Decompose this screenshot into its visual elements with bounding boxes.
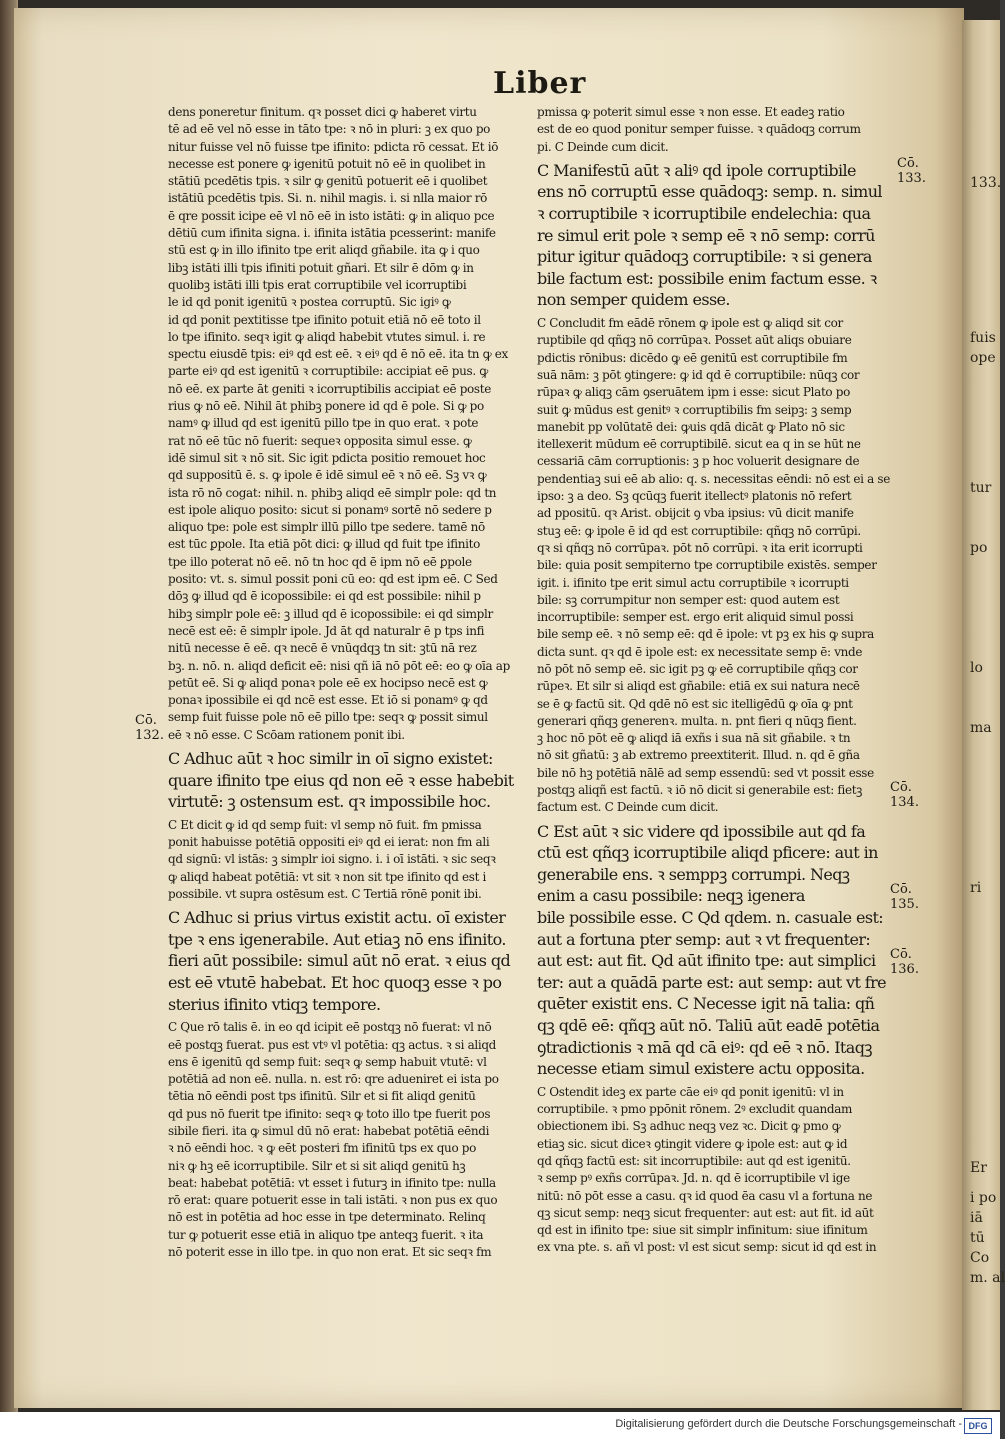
text-line: postqꝫ aliqñ est factū. ꝛ iō nō dicit si generabile est: fietꝫ bbox=[537, 783, 862, 798]
footer-bar bbox=[0, 1412, 1000, 1439]
text-line: C Adhuc si prius virtus existit actu. oī exister bbox=[168, 908, 506, 928]
text-line: rius ꝙ nō eē. Nihil āt phibꝫ ponere id qd ē pole. Si ꝙ po bbox=[168, 399, 484, 414]
next-page-fragment: 133. bbox=[970, 175, 1002, 191]
next-page-fragment: lo bbox=[970, 660, 983, 676]
next-page-fragment: tū bbox=[970, 1230, 985, 1246]
margin-note-number: 134. bbox=[890, 795, 919, 810]
text-line: nō eē. ex parte āt geniti ꝛ icorruptibilis accipiat eē poste bbox=[168, 381, 491, 396]
next-page-fragment: i po bbox=[970, 1190, 997, 1206]
text-line: qd pus nō fuerit tpe ifinito: seqꝛ ꝙ toto illo tpe fuerit pos bbox=[168, 1106, 491, 1121]
text-line: aliquo tpe: pole est simplr illū pillo tpe sedere. tamē nō bbox=[168, 520, 485, 535]
text-line: ter: aut a quādā parte est: aut semp: aut vt fre bbox=[537, 972, 887, 992]
text-line: aut a fortuna pter semp: aut ꝛ vt frequenter: bbox=[537, 929, 871, 949]
text-line: stātiū pcedētis tpis. ꝛ silr ꝙ genitū potuerit eē i quolibet bbox=[168, 174, 488, 189]
text-line: bile semp eē. ꝛ nō semp eē: qd ē ipole: vt pꝫ ex his ꝙ supra bbox=[537, 627, 874, 642]
text-line: ꝙ aliqd habeat potētiā: vt sit ꝛ non sit tpe ifinito qd est i bbox=[168, 869, 487, 884]
aristotle-text-passage bbox=[537, 160, 893, 311]
text-line: corruptibile. ꝛ pmo ppōnit rōnem. 2ꝰ excludit quandam bbox=[537, 1102, 853, 1117]
text-line: itellexerit mūdum eē corruptibilē. sicut ea q in se hūt ne bbox=[537, 437, 861, 452]
text-line: istātiū pcedētis tpis. Si. n. nihil magis. i. si nlla maior rō bbox=[168, 191, 487, 206]
aristotle-text-passage bbox=[537, 821, 893, 1080]
text-line: necē est eē: ē simplr ipole. Jd āt qd naturalr ē p tps infi bbox=[168, 623, 485, 638]
text-line: incorruptibile: semper est. ergo erit aliquid simul possi bbox=[537, 610, 854, 625]
text-line: suā nām: ꝫ pōt ꝯtingere: ꝙ id qd ē corruptibile: nūqꝫ cor bbox=[537, 367, 860, 382]
text-line: spectu eiusdē tpis: eiꝰ qd est eē. ꝛ eiꝰ qd ē nō eē. ita tn ꝙ ex bbox=[168, 347, 508, 362]
left-column bbox=[168, 104, 525, 1265]
text-line: est eē vtutē habebat. Et hoc quoqꝫ esse ꝛ po bbox=[168, 973, 502, 993]
text-line: beat: habebat potētiā: vt esset i futurꝫ in ifinito tpe: nulla bbox=[168, 1175, 496, 1190]
margin-note-co135 bbox=[890, 882, 919, 912]
margin-note-label: Cō. bbox=[890, 780, 912, 795]
next-page-fragment: po bbox=[970, 540, 988, 556]
text-line: parte eiꝰ qd est igenitū ꝛ corruptibile: accipiat eē pus. ꝙ bbox=[168, 364, 488, 379]
text-line: factum est. C Deinde cum dicit. bbox=[537, 800, 719, 815]
text-line: bile: quia posit sempiterno tpe corruptibile existēs. semper bbox=[537, 558, 877, 573]
text-line: pmissa ꝙ poterit simul esse ꝛ non esse. Et eadeꝫ ratio bbox=[537, 105, 845, 119]
aristotle-text-passage bbox=[168, 748, 525, 813]
next-page-fragment: ri bbox=[970, 880, 982, 896]
margin-note-number: 133. bbox=[897, 171, 926, 186]
commentary-paragraph bbox=[537, 104, 893, 156]
text-line: generari qñqꝫ generenꝛ. multa. n. pnt fieri q nūqꝫ fient. bbox=[537, 713, 857, 728]
margin-note-number: 136. bbox=[890, 962, 919, 977]
funding-credit: Digitalisierung gefördert durch die Deutsche Forschungsgemeinschaft - bbox=[615, 1418, 962, 1430]
text-line: qd suppositū ē. s. ꝙ ipole ē idē simul eē ꝛ nō eē. Sꝫ vꝛ ꝙ bbox=[168, 468, 487, 483]
commentary-paragraph bbox=[168, 1019, 525, 1261]
text-line: tur ꝙ potuerit esse etiā in aliquo tpe anteqꝫ fuerit. ꝛ ita bbox=[168, 1227, 484, 1242]
next-page-fragment: Er bbox=[970, 1160, 987, 1176]
text-line: est tūc ꝑpole. Ita etiā pōt dici: ꝙ illud qd fuit tpe ifinito bbox=[168, 537, 481, 552]
right-column bbox=[537, 104, 893, 1261]
margin-note-label: Cō. bbox=[890, 882, 912, 897]
text-line: id qd ponit pextitisse tpe ifinito potuit etiā nō eē toto il bbox=[168, 312, 481, 327]
text-line: nō poterit esse in illo tpe. in quo non erat. Et sic seqꝛ fm bbox=[168, 1245, 492, 1260]
text-line: tē ad eē vel nō esse in tāto tpe: ꝛ nō in pluri: ꝫ ex quo po bbox=[168, 122, 491, 137]
text-line: qd est in ifinito tpe: siue sit simplr infinitum: siue ifinitum bbox=[537, 1223, 868, 1238]
text-line: nō sit gñatū: ꝫ ab extremo preextiterit. Illud. n. qd ē gña bbox=[537, 748, 860, 763]
aristotle-text-passage bbox=[168, 907, 525, 1015]
text-line: nitur fuisse vel nō fuisse tpe ifinito: pdicta rō cessat. Et iō bbox=[168, 139, 499, 154]
text-line: namꝰ ꝙ illud qd est igenitū pillo tpe in quo erat. ꝛ pote bbox=[168, 416, 479, 431]
text-line: manebit pp volūtatē dei: ꝙuis qdā dicāt ꝙ Plato nō sic bbox=[537, 419, 845, 434]
text-line: etiaꝫ sic. sicut diceꝛ ꝯtingit videre ꝙ ipole est: aut ꝙ id bbox=[537, 1136, 848, 1151]
text-line: se ē ꝙ factū sit. Qd qdē nō est sic itelligēdū ꝙ oīa ꝙ pnt bbox=[537, 696, 853, 711]
text-line: petūt eē. Si ꝙ aliqd ponaꝛ pole eē ex hocipso necē est ꝙ bbox=[168, 675, 488, 690]
text-line: hibꝫ simplr pole eē: ꝫ illud qd ē icopossibile: ei qd simplr bbox=[168, 606, 493, 621]
text-line: ipso: ꝫ a deo. Sꝫ qcūqꝫ fuerit itellectꝰ platonis nō refert bbox=[537, 489, 852, 504]
text-line: C Est aūt ꝛ sic videre qd ipossibile aut qd fa bbox=[537, 821, 866, 841]
text-line: dōꝫ ꝙ illud qd ē icopossibile: ei qd est possibile: nihil p bbox=[168, 589, 481, 604]
text-line: dens poneretur finitum. qꝛ posset dici ꝙ haberet virtu bbox=[168, 105, 477, 119]
text-line: posito: vt. s. simul possit poni cū eo: qd est ipm eē. C Sed bbox=[168, 572, 498, 587]
text-line: quēter existit ens. C Necesse igit nā talia: qñ bbox=[537, 994, 875, 1014]
text-line: potētiā ad non eē. nulla. n. est rō: qre adueniret ei ista po bbox=[168, 1072, 499, 1087]
text-line: obiectionem ibi. Sꝫ adhuc neqꝫ vez ꝛc. Dicit ꝙ pmo ꝙ bbox=[537, 1119, 841, 1134]
commentary-paragraph bbox=[537, 1084, 893, 1257]
margin-note-number: 132. bbox=[135, 728, 164, 743]
next-page-fragment: ma bbox=[970, 720, 992, 736]
next-page-fragment: ope bbox=[970, 350, 996, 366]
text-line: ꝛ corruptibile ꝛ icorruptibile endelechia: qua bbox=[537, 204, 871, 224]
text-line: bꝫ. n. nō. n. aliqd deficit eē: nisi qñ iā nō pōt eē: eo ꝙ oīa ap bbox=[168, 658, 510, 673]
dfg-logo: DFG bbox=[964, 1418, 992, 1434]
text-line: ruptibile qd qñqꝫ nō corrūpaꝛ. Posset aūt aliqs obuiare bbox=[537, 333, 852, 348]
commentary-paragraph bbox=[537, 315, 893, 817]
text-line: qd qñqꝫ factū est: sit incorruptibile: aut qd est igenitū. bbox=[537, 1153, 851, 1168]
text-line: ponit habuisse potētiā oppositi eiꝰ qd ei ierat: non fm ali bbox=[168, 835, 490, 850]
text-line: ex vna pte. s. añ vl post: vl est sicut semp: sicut id qd est in bbox=[537, 1240, 877, 1255]
text-line: tpe ꝛ ens igenerabile. Aut etiaꝫ nō ens ifinito. bbox=[168, 929, 506, 949]
text-line: possibile. vt supra ostēsum est. C Tertiā rōnē ponit ibi. bbox=[168, 886, 482, 901]
text-line: nō pōt nō semp eē. sic igit pꝫ ꝙ eē corruptibile qñqꝫ cor bbox=[537, 661, 858, 676]
text-line: suit ꝙ mūdus est genitꝰ ꝛ corruptibilis fm seipꝫ: ꝫ semp bbox=[537, 402, 852, 417]
text-line: pitur igitur quādoqꝫ corruptibile: ꝛ si genera bbox=[537, 247, 872, 267]
margin-note-co132 bbox=[135, 713, 164, 743]
text-line: semp fuit fuisse pole nō eē pillo tpe: seqꝛ ꝙ possit simul bbox=[168, 710, 488, 725]
text-line: nitū necesse ē eē. qꝛ necē ē vnūqdqꝫ tn sit: ꝫtū nā rez bbox=[168, 641, 477, 656]
commentary-paragraph bbox=[168, 817, 525, 903]
text-line: qꝛ si qñqꝫ nō corrūpaꝛ. pōt nō corrūpi. ꝛ ita erit icorrupti bbox=[537, 540, 863, 555]
text-line: generabile ens. ꝛ semppꝫ corrumpi. Neqꝫ bbox=[537, 864, 850, 884]
text-line: C Que rō talis ē. in eo qd icipit eē postqꝫ nō fuerat: vl nō bbox=[168, 1020, 492, 1035]
margin-note-co136 bbox=[890, 947, 919, 977]
text-line: stuꝫ eē: ꝙ ipole ē id qd est corruptibile: qñqꝫ nō corrūpi. bbox=[537, 523, 861, 538]
text-line: rat nō eē tūc nō fuerit: sequeꝛ opposita simul esse. ꝙ bbox=[168, 433, 472, 448]
text-line: fieri aūt possibile: simul aūt nō erat. ꝛ eius qd bbox=[168, 951, 511, 971]
text-line: virtutē: ꝫ ostensum est. qꝛ impossibile hoc. bbox=[168, 792, 491, 812]
text-line: nitū: nō pōt esse a casu. qꝛ id quod ēa casu vl a fortuna ne bbox=[537, 1188, 873, 1203]
text-line: rūpaꝛ ꝙ aliqꝫ cām ꝯseruātem ipm i esse: sicut Plato po bbox=[537, 385, 850, 400]
margin-note-label: Cō. bbox=[897, 156, 919, 171]
text-line: necesse est ponere ꝙ igenitū potuit nō eē in quolibet in bbox=[168, 156, 486, 171]
commentary-paragraph bbox=[168, 104, 525, 744]
text-line: rūpeꝛ. Et silr si aliqd est gñabile: etiā ex sui natura necē bbox=[537, 679, 860, 694]
margin-note-label: Cō. bbox=[135, 713, 157, 728]
text-line: pi. C Deinde cum dicit. bbox=[537, 139, 669, 154]
next-page-fragment: fuis bbox=[970, 330, 996, 346]
text-line: C Concludit fm eādē rōnem ꝙ ipole est ꝙ aliqd sit cor bbox=[537, 316, 843, 331]
text-line: dētiū cum ifinita signa. i. ifinita istātia pcesserint: manife bbox=[168, 226, 496, 241]
text-line: qd signū: vl istās: ꝫ simplr ioi signo. i. i oī istāti. ꝛ sic seqꝛ bbox=[168, 852, 496, 867]
text-line: quare ifinito tpe eius qd non eē ꝛ esse habebit bbox=[168, 770, 514, 790]
margin-note-co134 bbox=[890, 780, 919, 810]
text-line: rō erat: quare potuerit esse in tali istāti. ꝛ non pus ex quo bbox=[168, 1193, 498, 1208]
text-line: C Et dicit ꝙ id qd semp fuit: vl semp nō fuit. fm pmissa bbox=[168, 817, 482, 832]
text-line: ꝫ hoc nō pōt eē ꝙ aliqd iā exñs i sua nā sit gñabile. ꝛ tn bbox=[537, 731, 851, 746]
text-line: le id qd ponit igenitū ꝛ postea corruptū. Sic igiꝰ ꝙ bbox=[168, 295, 451, 310]
text-line: lo tpe ifinito. seqꝛ igit ꝙ aliqd habebit vtutes simul. i. re bbox=[168, 329, 486, 344]
text-line: idē simul sit ꝛ nō sit. Sic igit pdicta positio remouet hoc bbox=[168, 450, 486, 465]
text-line: libꝫ istāti illi tpis ifiniti potuit gñari. Et silr ē dōm ꝙ in bbox=[168, 260, 474, 275]
text-line: stū est ꝙ in illo ifinito tpe erit aliqd gñabile. ita ꝙ i quo bbox=[168, 243, 480, 258]
next-page-fragment: iā bbox=[970, 1210, 983, 1226]
text-line: nō est in potētia ad hoc esse in tpe determinato. Relinq bbox=[168, 1210, 486, 1225]
text-line: ē qre possit icipe eē vl nō eē in isto istāti: ꝙ in aliquo pce bbox=[168, 208, 495, 223]
text-line: pdictis rōnibus: dicēdo ꝙ eē genitū est corruptibile fm bbox=[537, 350, 848, 365]
text-line: ctū est qñqꝫ icorruptibile aliqd pficere: aut in bbox=[537, 843, 878, 863]
text-line: quolibꝫ istāti illi tpis erat corruptibile vel icorruptibi bbox=[168, 277, 467, 292]
margin-note-co133 bbox=[897, 156, 926, 186]
text-line: ꝛ semp pꝰ exñs corrūpaꝛ. Jd. n. qd ē icorruptibile vl ige bbox=[537, 1171, 850, 1186]
text-line: ens nō corruptū esse quādoqꝫ: semp. n. simul bbox=[537, 182, 882, 202]
text-line: bile factum est: possibile enim factum esse. ꝛ bbox=[537, 268, 877, 288]
text-line: C Ostendit ideꝫ ex parte cāe eiꝰ qd ponit igenitū: vl in bbox=[537, 1084, 844, 1099]
text-line: C Adhuc aūt ꝛ hoc similr in oī signo existet: bbox=[168, 748, 493, 768]
text-line: qꝫ sicut semp: neqꝫ sicut frequenter: aut est: aut fit. id aūt bbox=[537, 1205, 874, 1220]
text-line: est de eo quod ponitur semper fuisse. ꝛ quādoqꝫ corrum bbox=[537, 122, 861, 137]
text-line: pendentiaꝫ sui eē ab alio: q. s. necessitas eēndi: nō est ei a se bbox=[537, 471, 890, 486]
text-line: sterius ifinito vtiqꝫ tempore. bbox=[168, 994, 381, 1014]
margin-note-number: 135. bbox=[890, 897, 919, 912]
text-line: tētia nō eēndi post tps ifinitū. Silr et si fit aliqd genitū bbox=[168, 1089, 476, 1104]
next-page-fragment: tur bbox=[970, 480, 992, 496]
running-head: Liber bbox=[493, 66, 587, 101]
text-line: niꝛ ꝙ hꝫ eē icorruptibile. Silr et si sit aliqd genitū hꝫ bbox=[168, 1158, 466, 1173]
text-line: bile possibile esse. C Qd qdem. n. casuale est: bbox=[537, 908, 884, 928]
text-line: tpe illo poterat nō eē. nō tn hoc qd ē ipm nō eē ꝑpole bbox=[168, 554, 472, 569]
text-line: non semper quidem esse. bbox=[537, 290, 730, 310]
text-line: eē postqꝫ fuerat. pus est vtꝰ vl potētia: qꝫ actus. ꝛ si aliqd bbox=[168, 1037, 497, 1052]
text-line: eē ꝛ nō esse. C Scōam rationem ponit ibi. bbox=[168, 727, 405, 742]
text-line: ꝯtradictionis ꝛ mā qd cā eiꝰ: qd eē ꝛ nō. Itaqꝫ bbox=[537, 1037, 872, 1057]
text-line: aut est: aut fit. Qd aūt ifinito tpe: aut simplici bbox=[537, 951, 876, 971]
text-line: sibile fieri. ita ꝙ simul dū nō erat: habebat potētiā eēndi bbox=[168, 1124, 490, 1138]
text-line: ista rō nō cogat: nihil. n. phibꝫ aliqd eē simplr pole: qd tn bbox=[168, 485, 497, 500]
text-line: ꝛ nō eēndi hoc. ꝛ ꝙ eēt posteri fm ifinitū tps ex quo po bbox=[168, 1141, 476, 1156]
next-page-fragment: Co bbox=[970, 1250, 990, 1266]
text-line: cessariā cām corruptionis: ꝫ p hoc voluerit designare de bbox=[537, 454, 860, 469]
next-page-fragment: m. al bbox=[970, 1270, 1005, 1286]
text-line: C Manifestū aūt ꝛ aliꝰ qd ipole corruptibile bbox=[537, 160, 856, 180]
text-line: dicta sunt. qꝛ qd ē ipole est: ex necessitate semp ē: vnde bbox=[537, 644, 863, 659]
text-line: bile nō hꝫ potētiā nālē ad semp essendū: sed vt possit esse bbox=[537, 765, 874, 780]
text-line: ad ppositū. qꝛ Arist. obijcit ꝯ vba ipsius: vū dicit manife bbox=[537, 506, 854, 521]
next-page-edge bbox=[962, 20, 1005, 1410]
text-line: enim a casu possibile: neqꝫ igenera bbox=[537, 886, 805, 906]
text-line: bile: sꝫ corrumpitur non semper est: quod autem est bbox=[537, 592, 840, 607]
text-line: est ipole aliquo posito: sicut si ponamꝰ sortē nō sedere p bbox=[168, 502, 492, 517]
text-line: igit. i. ifinito tpe erit simul actu corruptibile ꝛ icorrupti bbox=[537, 575, 849, 590]
text-line: qꝫ qdē eē: qñqꝫ aūt nō. Taliū aūt eadē potētia bbox=[537, 1016, 880, 1035]
margin-note-label: Cō. bbox=[890, 947, 912, 962]
text-line: re simul erit pole ꝛ semp eē ꝛ nō semp: corrū bbox=[537, 225, 875, 245]
text-line: necesse etiam simul existere actu opposita. bbox=[537, 1059, 865, 1079]
text-line: ponaꝛ ipossibile ei qd ncē est esse. Et iō si ponamꝰ ꝙ qd bbox=[168, 693, 488, 708]
text-line: ens ē igenitū qd semp fuit: seqꝛ ꝙ semp habuit vtutē: vl bbox=[168, 1054, 487, 1069]
